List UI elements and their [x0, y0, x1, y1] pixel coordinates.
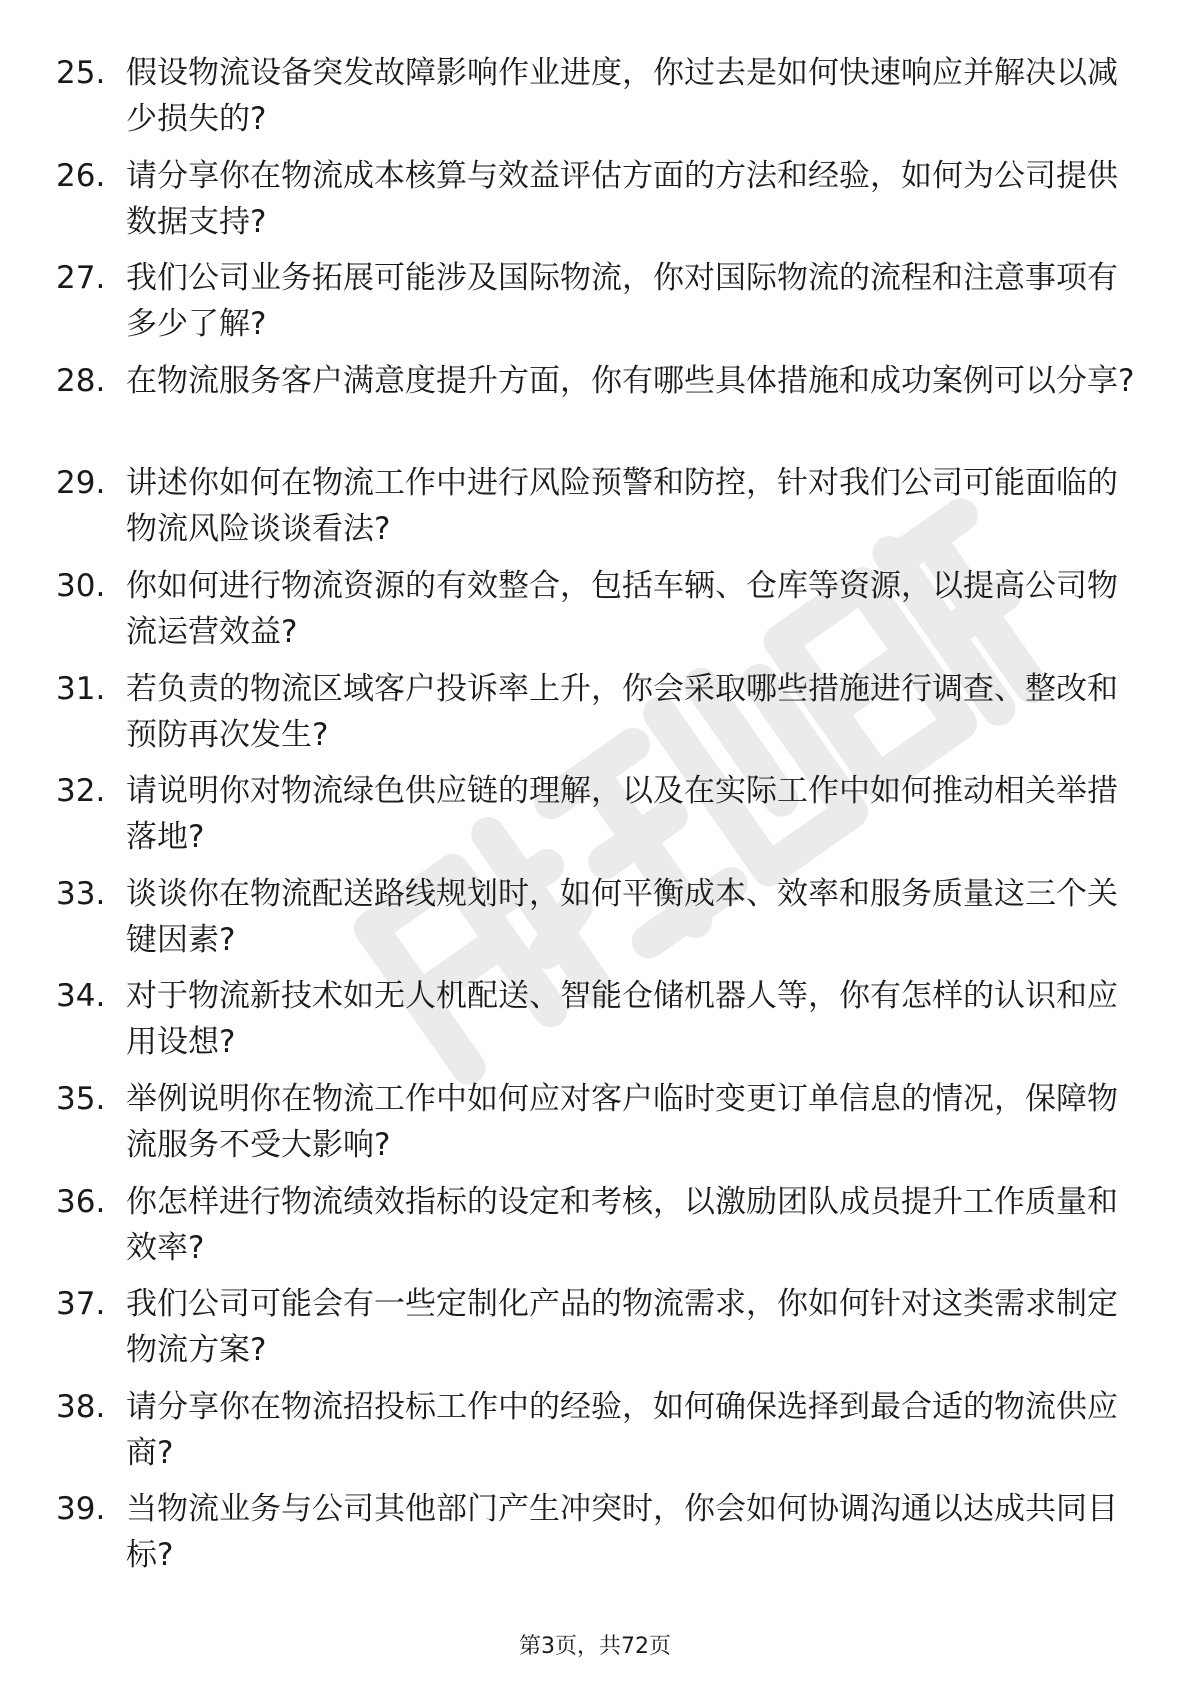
question-text: 假设物流设备突发故障影响作业进度，你过去是如何快速响应并解决以减少损失的?: [126, 55, 1118, 137]
question-number: 38.: [56, 1388, 106, 1425]
question-number: 35.: [56, 1080, 106, 1117]
question-text: 我们公司可能会有一些定制化产品的物流需求，你如何针对这类需求制定物流方案?: [126, 1286, 1118, 1369]
question-text: 请分享你在物流成本核算与效益评估方面的方法和经验，如何为公司提供数据支持?: [126, 157, 1118, 240]
question-number: 27.: [56, 260, 106, 297]
question-item: [56, 871, 1146, 963]
page-footer: [0, 1632, 1190, 1662]
question-item: [56, 1076, 1146, 1168]
question-text: 你如何进行物流资源的有效整合，包括车辆、仓库等资源，以提高公司物流运营效益?: [126, 567, 1118, 650]
question-list: [56, 50, 1146, 1589]
question-number: 32.: [56, 773, 106, 810]
question-number: 28.: [56, 362, 106, 399]
question-item: [56, 1281, 1146, 1373]
question-item: [56, 666, 1146, 758]
question-item: [56, 563, 1146, 655]
question-item: [56, 358, 1146, 450]
question-text: 请说明你对物流绿色供应链的理解，以及在实际工作中如何推动相关举措落地?: [126, 773, 1118, 856]
question-item: [56, 153, 1146, 245]
question-number: 25.: [56, 55, 106, 91]
question-item: [56, 1384, 1146, 1476]
question-item: [56, 50, 1146, 142]
question-text: 举例说明你在物流工作中如何应对客户临时变更订单信息的情况，保障物流服务不受大影响?: [126, 1080, 1118, 1163]
question-item: [56, 973, 1146, 1065]
question-number: 29.: [56, 465, 106, 502]
question-item: [56, 460, 1146, 552]
question-number: 26.: [56, 157, 106, 194]
question-item: [56, 768, 1146, 860]
question-text: 谈谈你在物流配送路线规划时，如何平衡成本、效率和服务质量这三个关键因素?: [126, 875, 1118, 958]
question-item: [56, 1179, 1146, 1271]
question-text: 对于物流新技术如无人机配送、智能仓储机器人等，你有怎样的认识和应用设想?: [126, 978, 1118, 1061]
question-number: 37.: [56, 1286, 106, 1323]
question-text: 当物流业务与公司其他部门产生冲突时，你会如何协调沟通以达成共同目标?: [126, 1491, 1118, 1574]
question-number: 39.: [56, 1491, 106, 1528]
question-item: [56, 255, 1146, 347]
question-number: 30.: [56, 567, 106, 604]
question-number: 33.: [56, 875, 106, 912]
question-number: 31.: [56, 670, 106, 707]
question-text: 我们公司业务拓展可能涉及国际物流，你对国际物流的流程和注意事项有多少了解?: [126, 260, 1118, 343]
question-text: 若负责的物流区域客户投诉率上升，你会采取哪些措施进行调查、整改和预防再次发生?: [126, 670, 1118, 753]
question-number: 36.: [56, 1183, 106, 1220]
question-text: 你怎样进行物流绩效指标的设定和考核，以激励团队成员提升工作质量和效率?: [126, 1183, 1118, 1266]
question-number: 34.: [56, 978, 106, 1015]
question-text: 在物流服务客户满意度提升方面，你有哪些具体措施和成功案例可以分享?: [126, 362, 1135, 399]
question-item: [56, 1486, 1146, 1578]
page-indicator: 第3页，共72页: [519, 1634, 671, 1659]
question-text: 请分享你在物流招投标工作中的经验，如何确保选择到最合适的物流供应商?: [126, 1388, 1118, 1471]
question-text: 讲述你如何在物流工作中进行风险预警和防控，针对我们公司可能面临的物流风险谈谈看法?: [126, 465, 1118, 548]
